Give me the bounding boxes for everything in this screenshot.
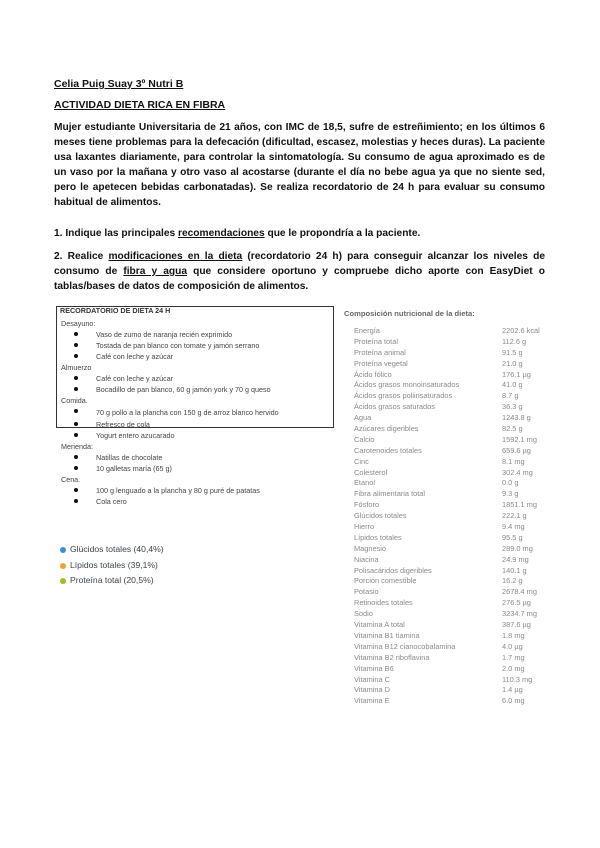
nutrient-row [348, 413, 548, 424]
question-2-text-mid: (recordatorio 24 h) para conseguir alcanzar los niveles de consumo de [54, 251, 545, 277]
nutrient-value: 6.0 mg [502, 696, 525, 706]
nutrient-row [348, 642, 548, 653]
nutrient-value: 2678.4 mg [502, 587, 537, 597]
nutrient-name: Hierro [354, 522, 375, 532]
diet-recall-24h [60, 306, 335, 507]
nutrient-name: Azúcares digeribles [354, 424, 419, 434]
nutrient-name: Agua [354, 413, 372, 423]
nutrient-name: Ácidos grasos saturados [354, 402, 435, 412]
bullet-icon [74, 488, 78, 492]
nutrient-value: 112.6 g [502, 336, 527, 346]
nutrient-value: 9.3 g [502, 489, 519, 499]
food-item [60, 430, 335, 441]
nutrient-row [348, 370, 548, 381]
nutrient-row [348, 468, 548, 479]
food-item-text: 10 galletas maría (65 g) [96, 464, 172, 473]
nutrient-row [348, 489, 548, 500]
food-item [60, 351, 335, 362]
nutrient-value: 276.5 µg [502, 598, 531, 608]
nutrient-value: 289.0 mg [502, 543, 533, 553]
nutrient-name: Cinc [354, 456, 369, 466]
nutrient-row [348, 402, 548, 413]
nutrient-value: 8.7 g [502, 391, 519, 401]
legend-entry [60, 558, 164, 574]
nutrient-value: 4.0 µg [502, 641, 523, 651]
nutrient-row [348, 609, 548, 620]
nutrient-name: Vitamina B12 cianocobalamina [354, 641, 456, 651]
nutrient-value: 1592.1 mg [502, 434, 537, 444]
nutrient-row [348, 435, 548, 446]
nutrient-row [348, 696, 548, 707]
bullet-icon [74, 499, 78, 503]
legend-label: Glúcidos totales (40,4%) [70, 544, 164, 554]
food-item [60, 496, 335, 507]
bullet-icon [74, 376, 78, 380]
nutrient-name: Magnesio [354, 543, 387, 553]
meal-name: Almuerzo [61, 363, 92, 372]
meal-name: Cena. [61, 475, 81, 484]
nutrient-value: 91.5 g [502, 347, 523, 357]
nutrient-value: 1.7 mg [502, 652, 525, 662]
nutrient-value: 1.4 µg [502, 685, 523, 695]
nutrient-row [348, 478, 548, 489]
legend-label: Proteína total (20,5%) [70, 575, 154, 585]
question-2-text: 2. Realice [54, 251, 109, 262]
nutrient-value: 110.3 mg [502, 674, 533, 684]
nutrient-value: 41.0 g [502, 380, 523, 390]
meal-name: Comida. [61, 396, 88, 405]
nutrient-value: 302.4 mg [502, 467, 533, 477]
nutrient-name: Retinoides totales [354, 598, 413, 608]
nutrient-name: Vitamina B2 riboflavina [354, 652, 430, 662]
meal-name: Desayuno: [61, 319, 96, 328]
legend-label: Lípidos totales (39,1%) [70, 559, 158, 570]
nutrient-name: Vitamina C [354, 674, 391, 684]
food-item-text: Tostada de pan blanco con tomate y jamón serrano [96, 341, 260, 350]
nutrient-row [348, 380, 548, 391]
nutrient-name: Ácidos grasos poliinsaturados [354, 391, 453, 401]
meal-name: Merienda: [61, 442, 93, 451]
nutrient-row [348, 511, 548, 522]
legend-dot-icon [60, 563, 66, 569]
nutrient-row [348, 555, 548, 566]
food-item-text: Natillas de chocolate [96, 453, 163, 462]
nutrient-name: Porción comestible [354, 576, 417, 586]
nutrient-name: Vitamina D [354, 685, 391, 695]
nutrient-value: 1.8 mg [502, 630, 525, 640]
bullet-icon [74, 433, 78, 437]
nutrient-name: Potasio [354, 587, 379, 597]
nutrient-name: Fósforo [354, 500, 380, 510]
food-item-text: Vaso de zumo de naranja recién exprimido [96, 330, 233, 339]
nutrient-row [348, 500, 548, 511]
nutrient-name: Ácidos grasos monoinsaturados [354, 380, 460, 390]
question-2-keyword-diet: modificaciones en la dieta [108, 251, 243, 262]
nutrient-name: Carotenoides totales [354, 445, 422, 455]
nutrient-name: Lípidos totales [354, 532, 402, 542]
nutrient-value: 140.1 g [502, 565, 527, 575]
food-item-text: Cola cero [96, 497, 127, 506]
food-item [60, 406, 335, 419]
nutrient-value: 3234.7 mg [502, 609, 537, 619]
nutrient-name: Vitamina A total [354, 620, 405, 630]
nutrient-row [348, 359, 548, 370]
nutrient-name: Vitamina B1 tiamina [354, 630, 420, 640]
nutrient-value: 82.5 g [502, 424, 523, 434]
bullet-icon [74, 466, 78, 470]
question-1-keyword: recomendaciones [178, 228, 265, 239]
nutrient-row [348, 544, 548, 555]
nutrient-value: 36.3 g [502, 402, 523, 412]
nutrient-row [348, 620, 548, 631]
nutrient-name: Vitamina E [354, 696, 390, 706]
nutrient-row [348, 664, 548, 675]
macronutrient-legend [60, 542, 164, 589]
nutrient-value: 659.6 µg [502, 445, 531, 455]
food-item [60, 340, 335, 351]
food-item-text: Café con leche y azúcar [96, 352, 174, 361]
legend-entry [60, 573, 164, 589]
food-item-text: Bocadillo de pan blanco, 60 g jamón york y 70 g queso [96, 385, 271, 394]
food-item-text: 70 g pollo a la plancha con 150 g de arroz blanco hervido [96, 408, 279, 417]
nutrient-name: Ácido fólico [354, 369, 392, 379]
bullet-icon [74, 332, 78, 336]
nutrient-name: Polisacáridos digeribles [354, 565, 432, 575]
nutrient-name: Proteína animal [354, 347, 406, 357]
question-1 [54, 226, 545, 241]
nutrient-value: 21.0 g [502, 358, 523, 368]
nutrient-value: 8.1 mg [502, 456, 525, 466]
nutrient-row [348, 675, 548, 686]
nutrient-value: 16.2 g [502, 576, 523, 586]
nutrient-name: Glúcidos totales [354, 511, 407, 521]
question-1-text: 1. Indique las principales [54, 228, 178, 239]
nutrition-title: Composición nutricional de la dieta: [344, 309, 475, 318]
nutrient-name: Colesterol [354, 467, 388, 477]
food-item [60, 329, 335, 340]
nutrient-row [348, 522, 548, 533]
bullet-icon [74, 387, 78, 391]
nutrient-value: 2202.6 kcal [502, 326, 540, 335]
nutrient-value: 176.1 µg [502, 369, 531, 379]
nutrient-value: 1851.1 mg [502, 500, 537, 510]
bullet-icon [74, 354, 78, 358]
bullet-icon [74, 343, 78, 347]
nutrient-row [348, 391, 548, 402]
food-item [60, 485, 335, 496]
nutrient-value: 95.5 g [502, 532, 523, 542]
legend-dot-icon [60, 547, 66, 553]
legend-entry [60, 542, 164, 558]
nutrient-name: Fibra alimentaria total [354, 489, 426, 499]
nutrient-row [348, 653, 548, 664]
nutrient-value: 9.4 mg [502, 522, 525, 532]
recall-title: RECORDATORIO DE DIETA 24 H [60, 306, 171, 315]
question-2-keyword-fiber: fibra y agua [123, 266, 188, 277]
question-2 [54, 249, 545, 294]
nutrient-row [348, 446, 548, 457]
nutrient-row [348, 631, 548, 642]
question-2-text-end: que considere oportuno y compruebe dicho aporte con EasyDiet o tablas/bases de datos de composición de alimentos. [54, 266, 545, 292]
food-item-text: 100 g lenguado a la plancha y 80 g puré de patatas [96, 486, 260, 495]
nutrient-name: Energía [354, 326, 380, 335]
case-description: Mujer estudiante Universitaria de 21 años, con IMC de 18,5, sufre de estreñimiento; en los últimos 6 meses tiene problemas para la defecación (dificultad, escasez, molestias y heces duras). La paciente usa laxantes diariamente, para controlar la sintomatología. Su consumo de agua aproximado es de un vaso por la mañana y otro vaso al acostarse (durante el día no bebe agua ya que no siente sed, pero le apetecen bebidas carbonatadas). Se realiza recordatorio de 24 h para evaluar su consumo habitual de alimentos. [54, 122, 545, 208]
nutrient-row [348, 533, 548, 544]
nutrition-table [348, 326, 548, 707]
food-item [60, 452, 335, 463]
legend-dot-icon [60, 578, 66, 584]
nutrient-row [348, 598, 548, 609]
nutrient-row [348, 685, 548, 696]
question-1-text-end: que le propondría a la paciente. [264, 228, 421, 239]
food-item-text: Café con leche y azúcar [96, 374, 174, 383]
bullet-icon [74, 422, 78, 426]
nutrient-value: 1243.8 g [502, 413, 531, 423]
nutrient-name: Sodio [354, 609, 373, 619]
nutrient-row [348, 326, 548, 337]
nutrient-row [348, 587, 548, 598]
nutrient-name: Proteína vegetal [354, 358, 408, 368]
nutrient-row [348, 348, 548, 359]
nutrient-row [348, 576, 548, 587]
author-line: Celia Puig Suay 3º Nutri B [54, 78, 184, 90]
bullet-icon [74, 455, 78, 459]
nutrient-row [348, 566, 548, 577]
nutrient-row [348, 337, 548, 348]
food-item [60, 373, 335, 384]
food-item-text: Yogurt entero azucarado [96, 431, 175, 440]
bullet-icon [74, 409, 78, 413]
activity-title: ACTIVIDAD DIETA RICA EN FIBRA [54, 99, 226, 111]
food-item-text: Refresco de cola [96, 420, 150, 429]
food-item [60, 419, 335, 430]
food-item [60, 463, 335, 474]
nutrient-name: Etanol [354, 478, 375, 488]
nutrient-name: Calcio [354, 434, 375, 444]
food-item [60, 384, 335, 395]
nutrient-name: Vitamina B6 [354, 663, 394, 673]
nutrient-value: 387.6 µg [502, 620, 531, 630]
nutrient-name: Niacina [354, 554, 379, 564]
nutrient-row [348, 424, 548, 435]
nutrient-name: Proteína total [354, 336, 398, 346]
nutrient-row [348, 457, 548, 468]
nutrient-value: 222.1 g [502, 511, 527, 521]
nutrient-value: 2.0 mg [502, 663, 525, 673]
nutrient-value: 24.9 mg [502, 554, 529, 564]
nutrient-value: 0.0 g [502, 478, 519, 488]
